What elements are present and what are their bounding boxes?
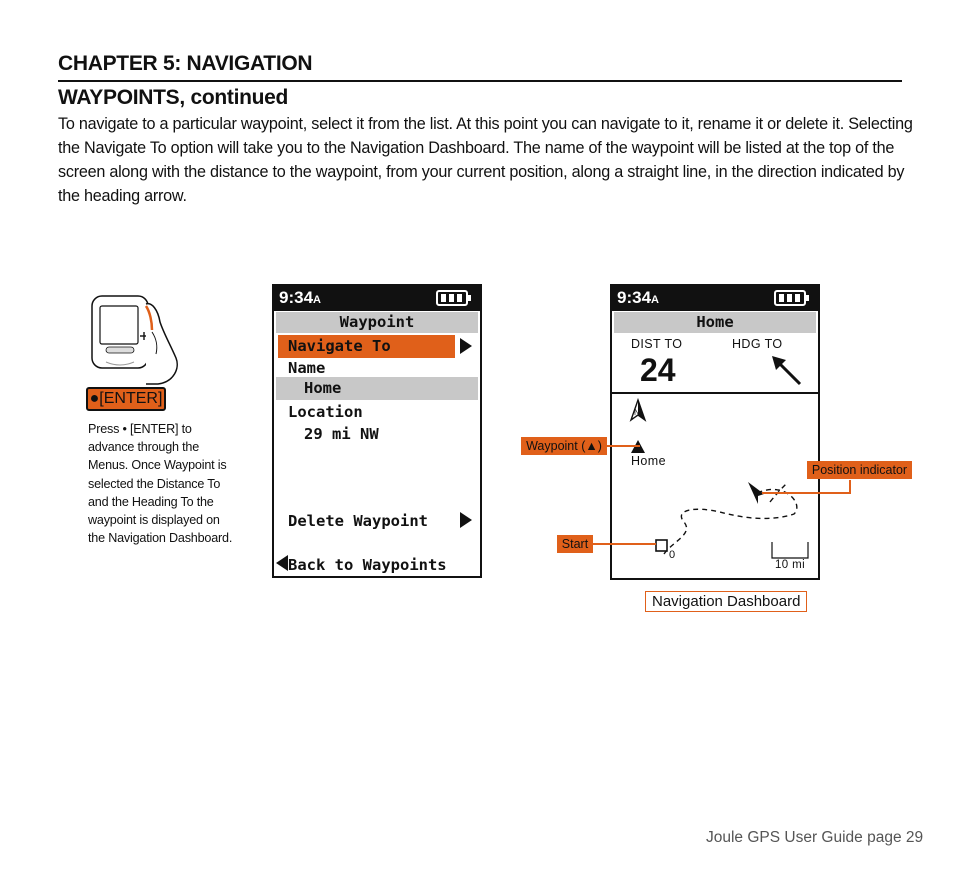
enter-button-label: ●[ENTER] <box>86 387 166 411</box>
distance-value: 24 <box>640 352 676 388</box>
start-distance-label: 0 <box>669 549 676 561</box>
menu-item-navigate-to[interactable]: Navigate To <box>278 335 455 358</box>
waypoint-callout: Waypoint (▲) <box>521 437 607 455</box>
waypoint-name-label: Home <box>631 454 666 468</box>
chapter-title: CHAPTER 5: NAVIGATION <box>58 52 313 75</box>
north-label: N <box>634 408 641 417</box>
dist-to-label: DIST TO <box>631 337 683 351</box>
page-footer: Joule GPS User Guide page 29 <box>706 829 924 846</box>
section-title: WAYPOINTS, continued <box>58 86 289 109</box>
start-callout: Start <box>557 535 593 553</box>
screen-title: Waypoint <box>276 312 478 333</box>
clock: 9:34A <box>617 288 659 307</box>
position-indicator-callout: Position indicator <box>807 461 912 479</box>
location-value: 29 mi NW <box>304 425 379 443</box>
clock: 9:34A <box>279 288 321 307</box>
dashboard-caption: Navigation Dashboard <box>645 591 807 612</box>
scale-label: 10 mi <box>775 559 806 571</box>
name-value: Home <box>276 377 478 400</box>
menu-item-delete-waypoint[interactable]: Delete Waypoint <box>288 512 428 530</box>
intro-paragraph: To navigate to a particular waypoint, select it from the list. At this point you can navigate to it, rename it or delete it. Selecting the Navigate To option will take you to the Navigation Dashboard. The name of the waypoint will be listed at the top of the screen along with the distance to the waypoint, from your current position, along a straight line, in the direction indicated by the heading arrow. <box>58 115 913 205</box>
location-label: Location <box>288 403 363 421</box>
name-label: Name <box>288 359 326 377</box>
screen-title: Home <box>614 312 816 333</box>
hdg-to-label: HDG TO <box>732 337 783 351</box>
menu-item-back-to-waypoints[interactable]: Back to Waypoints <box>288 556 447 574</box>
enter-help-text: Press • [ENTER] to advance through the Menus. Once Waypoint is selected the Distance To and the Heading To the waypoint is displayed on the Navigation Dashboard. <box>88 422 233 546</box>
